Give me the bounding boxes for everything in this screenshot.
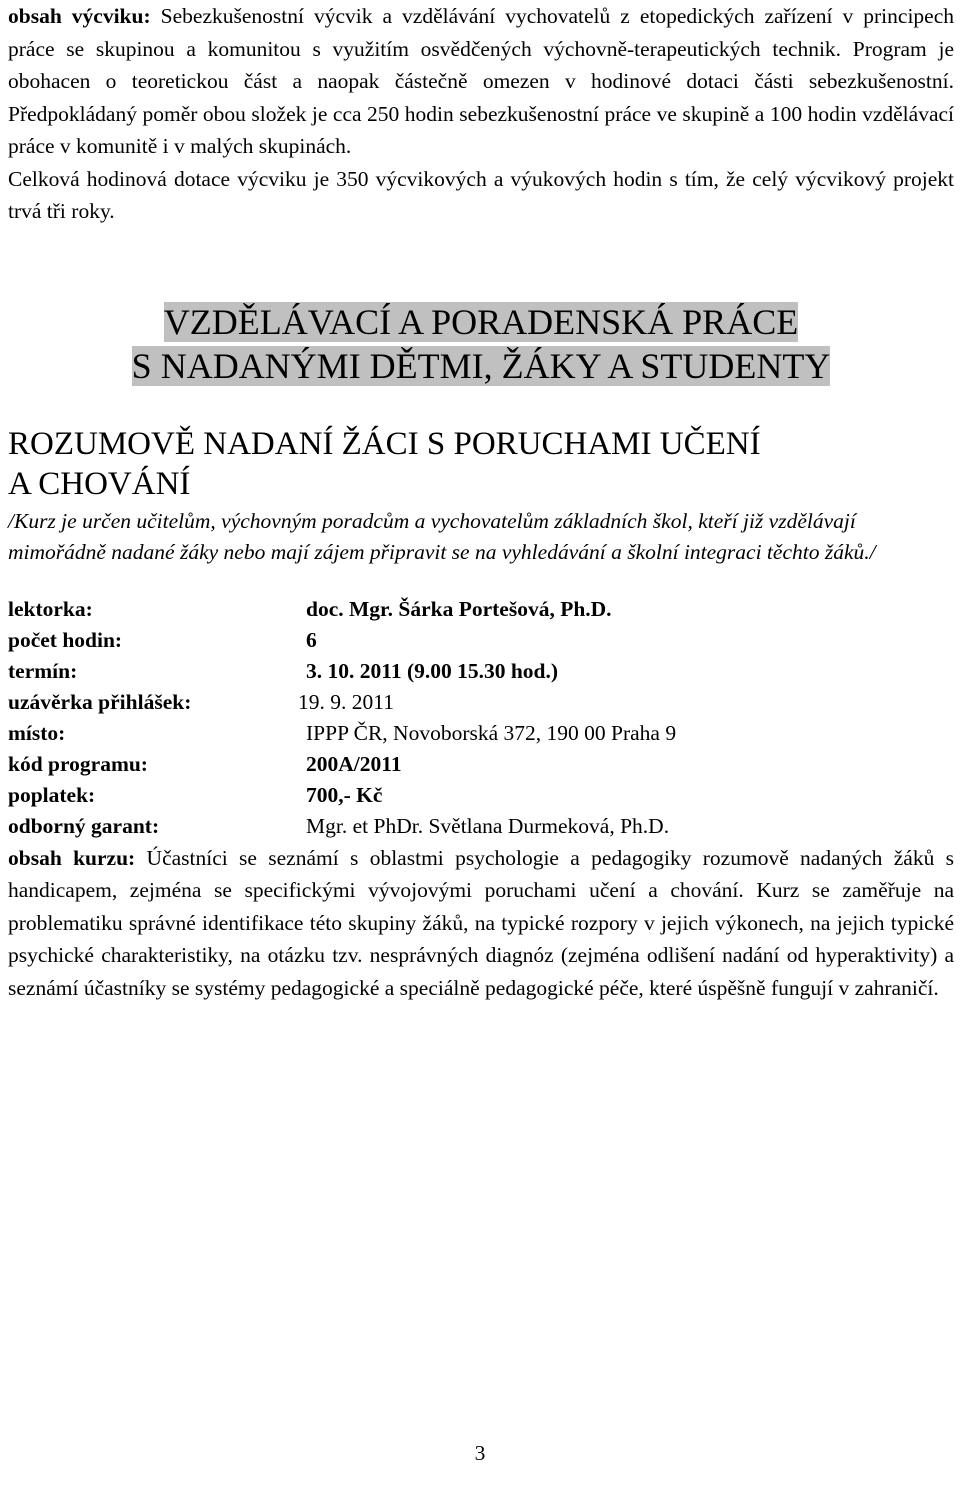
document-page bbox=[8, 0, 954, 1004]
training-content-text: Sebezkušenostní výcvik a vzdělávání vychovatelů z etopedických zařízení v principech práce se skupinou a komunitou s využitím osvědčených výchovně-terapeutických technik. Program je obohacen o teoretickou část a naopak částečně omezen v hodinové dotaci části sebezkušenostní. Předpokládaný poměr obou složek je cca 250 hodin sebezkušenostní práce ve skupině a 100 hodin vzdělávací práce v komunitě i v malých skupinách. bbox=[8, 4, 955, 158]
deadline-value: 19. 9. 2011 bbox=[298, 689, 394, 714]
info-row-date bbox=[8, 656, 954, 687]
info-row-hours bbox=[8, 625, 954, 656]
lecturer-label: lektorka: bbox=[8, 596, 93, 621]
section-heading-line2: S NADANÝMI DĚTMI, ŽÁKY A STUDENTY bbox=[131, 345, 831, 386]
info-row-deadline bbox=[8, 687, 954, 718]
info-row-place bbox=[8, 718, 954, 749]
course-audience-note: /Kurz je určen učitelům, výchovným poradcům a vychovatelům základních škol, kteří již vzdělávají mimořádně nadané žáky nebo mají zájem připravit se na vyhledávání a školní integraci těchto žáků./ bbox=[8, 508, 876, 564]
course-content-label: obsah kurzu: bbox=[8, 845, 136, 870]
info-row-fee bbox=[8, 780, 954, 811]
course-content-text: Účastníci se seznámí s oblastmi psychologie a pedagogiky rozumově nadaných žáků s handicapem, zejména se specifickými vývojovými poruchami učení a chování. Kurz se zaměřuje na problematiku správné identifikace této skupiny žáků, na typické rozpory v jejich výkonech, na jejich typické psychické charakteristiky, na otázku tzv. nesprávných diagnóz (zejména odlišení nadání od hyperaktivity) a seznámí účastníky se systémy pedagogické a speciálně pedagogické péče, které úspěšně fungují v zahraničí. bbox=[8, 845, 955, 1000]
section-heading-line1: VZDĚLÁVACÍ A PORADENSKÁ PRÁCE bbox=[163, 301, 799, 342]
info-row-guarantor bbox=[8, 811, 954, 842]
info-row-lecturer bbox=[8, 594, 954, 625]
date-value: 3. 10. 2011 (9.00 15.30 hod.) bbox=[306, 658, 559, 683]
lecturer-value: doc. Mgr. Šárka Portešová, Ph.D. bbox=[306, 596, 612, 621]
code-value: 200A/2011 bbox=[306, 751, 402, 776]
training-hours-paragraph: Celková hodinová dotace výcviku je 350 výcvikových a výukových hodin s tím, že celý výcvikový projekt trvá tři roky. bbox=[8, 166, 954, 223]
section-heading bbox=[8, 300, 954, 388]
guarantor-label: odborný garant: bbox=[8, 813, 160, 838]
course-title bbox=[8, 424, 954, 504]
info-row-code bbox=[8, 749, 954, 780]
training-content-paragraph bbox=[8, 0, 954, 163]
fee-value: 700,- Kč bbox=[306, 782, 383, 807]
deadline-label: uzávěrka přihlášek: bbox=[8, 689, 192, 714]
place-label: místo: bbox=[8, 720, 66, 745]
fee-label: poplatek: bbox=[8, 782, 96, 807]
course-content-paragraph bbox=[8, 842, 954, 1005]
training-content-label: obsah výcviku: bbox=[8, 4, 151, 28]
hours-label: počet hodin: bbox=[8, 627, 123, 652]
place-value: IPPP ČR, Novoborská 372, 190 00 Praha 9 bbox=[306, 720, 677, 745]
date-label: termín: bbox=[8, 658, 78, 683]
course-title-line1: ROZUMOVĚ NADANÍ ŽÁCI S PORUCHAMI UČENÍ bbox=[8, 425, 761, 462]
guarantor-value: Mgr. et PhDr. Světlana Durmeková, Ph.D. bbox=[306, 813, 670, 838]
hours-value: 6 bbox=[306, 627, 317, 652]
page-number: 3 bbox=[474, 1441, 486, 1465]
course-info-list bbox=[8, 594, 954, 842]
course-title-line2: A CHOVÁNÍ bbox=[8, 465, 191, 502]
code-label: kód programu: bbox=[8, 751, 148, 776]
